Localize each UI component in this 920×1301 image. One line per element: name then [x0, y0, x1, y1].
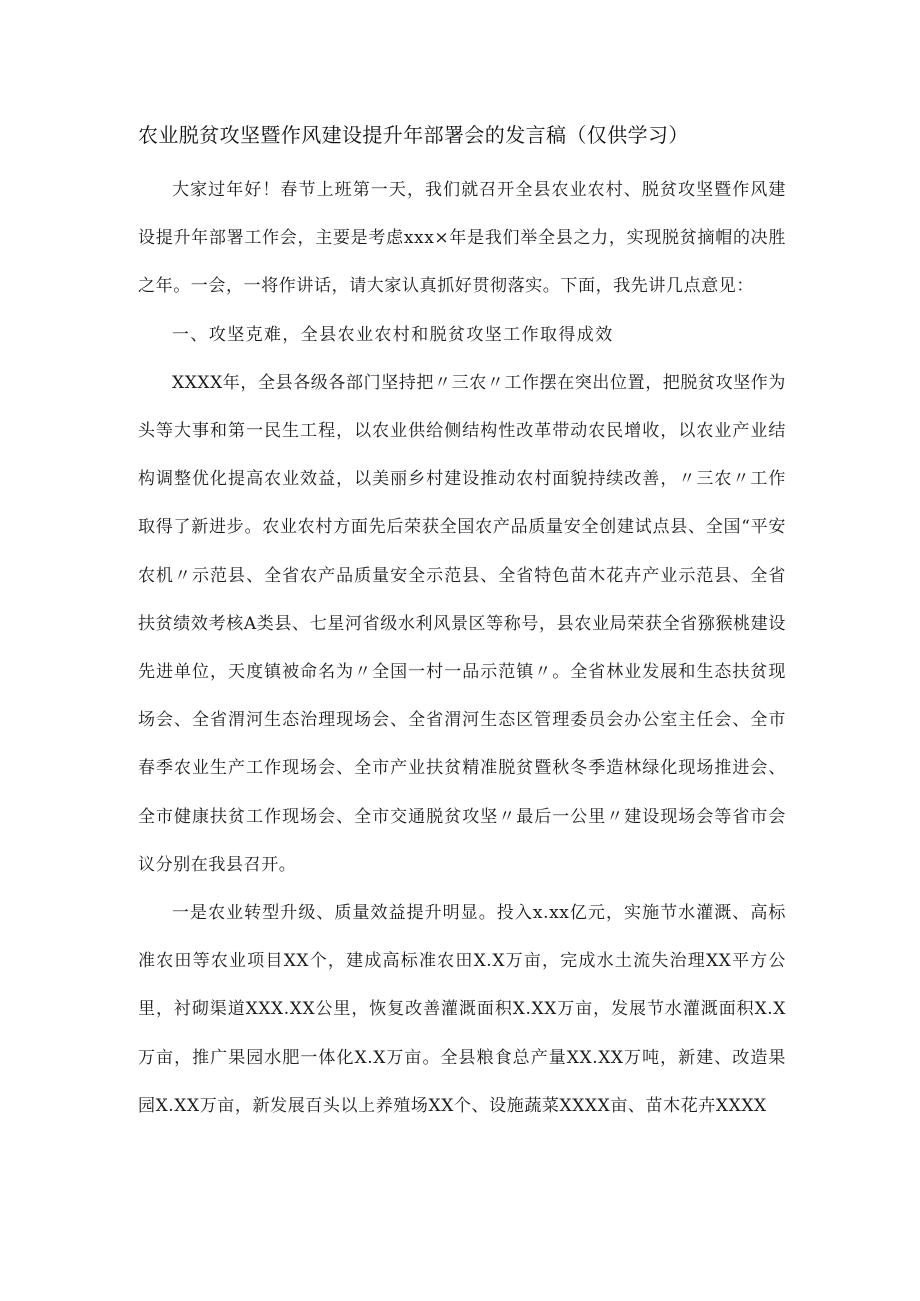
section-heading-1: 一、攻坚克难，全县农业农村和脱贫攻坚工作取得成效 [172, 324, 614, 345]
paragraph-agri-upgrade: 一是农业转型升级、质量效益提升明显。投入x.xx亿元，实施节水灌溉、高标准农田等农业项目XX个，建成高标准农田X.X万亩，完成水土流失治理XX平方公里，衬砌渠道XXX.XX公里，恢复改善灌溉面积X.XX万亩，发展节水灌溉面积X.X万亩，推广果园水肥一体化X.X万亩。全县粮食总产量XX.XX万吨，新建、改造果园X.XX万亩，新发展百头以上养殖场XX个、设施蔬菜XXXX亩、苗木花卉XXXX [138, 903, 786, 1116]
document-body [138, 166, 786, 1130]
paragraph-achievements: XXXX年，全县各级各部门坚持把〃三农〃工作摆在突出位置，把脱贫攻坚作为头等大事和第一民生工程，以农业供给侧结构性改革带动农民增收，以农业产业结构调整优化提高农业效益，以美丽乡村建设推动农村面貌持续改善，〃三农〃工作取得了新进步。农业农村方面先后荣获全国农产品质量安全创建试点县、全国“平安农机〃示范县、全省农产品质量安全示范县、全省特色苗木花卉产业示范县、全省扶贫绩效考核A类县、七星河省级水利风景区等称号，县农业局荣获全省猕猴桃建设先进单位，天度镇被命名为〃全国一村一品示范镇〃。全省林业发展和生态扶贫现场会、全省渭河生态治理现场会、全省渭河生态区管理委员会办公室主任会、全市春季农业生产工作现场会、全市产业扶贫精准脱贫暨秋冬季造林绿化现场推进会、全市健康扶贫工作现场会、全市交通脱贫攻坚〃最后一公里〃建设现场会等省市会议分别在我县召开。 [138, 372, 787, 875]
document-title: 农业脱贫攻坚暨作风建设提升年部署会的发言稿（仅供学习） [138, 123, 689, 147]
paragraph-intro: 大家过年好！春节上班第一天，我们就召开全县农业农村、脱贫攻坚暨作风建设提升年部署工作会，主要是考虑xxx×年是我们举全县之力，实现脱贫摘帽的决胜之年。一会，一将作讲话，请大家认真抓好贯彻落实。下面，我先讲几点意见： [138, 180, 786, 297]
